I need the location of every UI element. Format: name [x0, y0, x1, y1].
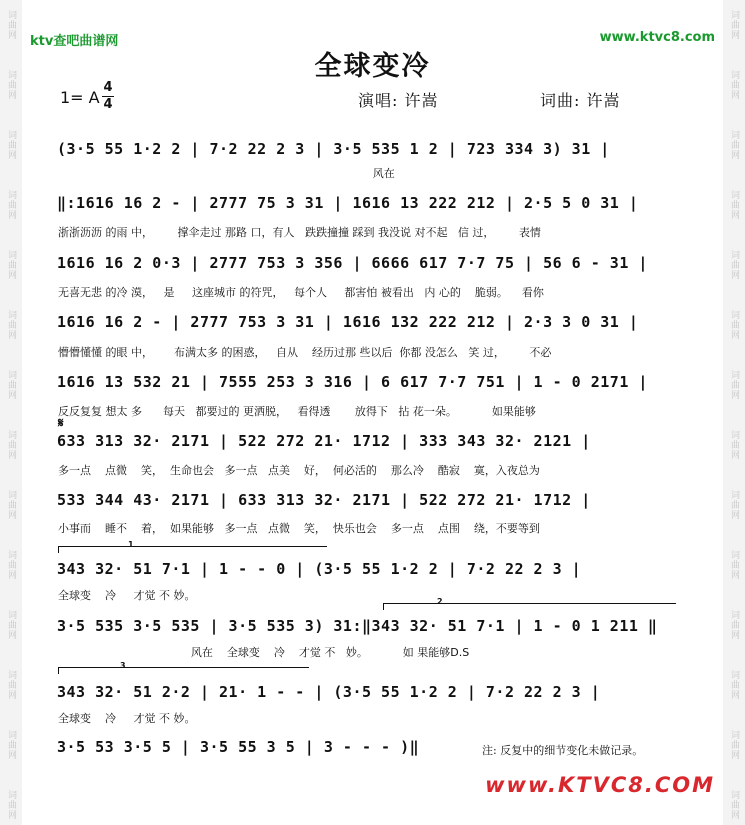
- watermark: 词曲网: [729, 250, 739, 280]
- score-notes-line: 1616 16 2 0·3 | 2777 753 3 356 | 6666 617 7·7 75 | 56 6 - 31 |: [57, 254, 648, 272]
- key-signature: 1= A: [60, 88, 100, 107]
- watermark: 词曲网: [729, 190, 739, 220]
- volta-bracket: [383, 603, 676, 610]
- site-url: www.ktvc8.com: [599, 30, 715, 45]
- watermark: 词曲网: [729, 370, 739, 400]
- score-notes-line: 3·5 535 3·5 535 | 3·5 535 3) 31:‖343 32· 51 7·1 | 1 - 0 1 211 ‖: [57, 617, 658, 635]
- watermark: 词曲网: [6, 130, 16, 160]
- watermark: 词曲网: [729, 10, 739, 40]
- watermark: 词曲网: [6, 70, 16, 100]
- score-notes-line: 633 313 32· 2171 | 522 272 21· 1712 | 333 343 32· 2121 |: [57, 432, 591, 450]
- watermark: 词曲网: [729, 490, 739, 520]
- watermark: 词曲网: [6, 550, 16, 580]
- score-lyrics-line: 浙浙沥沥 的雨 中， 撑伞走过 那路 口，有人 跌跌撞撞 踩到 我没说 对不起 信 过， 表情: [58, 226, 541, 239]
- volta-number: 1: [128, 540, 134, 549]
- time-signature: [102, 81, 114, 112]
- score-notes-line: ‖:1616 16 2 - | 2777 75 3 31 | 1616 13 222 212 | 2·5 5 0 31 |: [57, 194, 639, 212]
- watermark: 词曲网: [6, 730, 16, 760]
- singer-credit: 演唱: 许嵩: [358, 91, 439, 110]
- watermark: 词曲网: [6, 370, 16, 400]
- time-signature-top: 4: [103, 80, 113, 95]
- score-lyrics-line: 风在 全球变 冷 才觉 不 妙。 如 果能够D.S: [58, 646, 470, 659]
- score-notes-line: 1616 13 532 21 | 7555 253 3 316 | 6 617 7·7 751 | 1 - 0 2171 |: [57, 373, 648, 391]
- score-notes-line: 343 32· 51 7·1 | 1 - - 0 | (3·5 55 1·2 2 | 7·2 22 2 3 |: [57, 560, 582, 578]
- left-margin-strip: [0, 0, 22, 825]
- volta-number: 2: [437, 597, 443, 606]
- segno-sign: 𝄋: [58, 416, 64, 431]
- watermark: 词曲网: [6, 310, 16, 340]
- score-lyrics-line: 全球变 冷 才觉 不 妙。: [58, 589, 196, 602]
- footnote: 注: 反复中的细节变化未做记录。: [482, 744, 644, 757]
- time-signature-bottom: 4: [103, 97, 113, 112]
- watermark: 词曲网: [6, 670, 16, 700]
- watermark: 词曲网: [6, 10, 16, 40]
- volta-number: 3: [120, 661, 126, 670]
- watermark: 词曲网: [6, 190, 16, 220]
- watermark: 词曲网: [729, 430, 739, 460]
- watermark: 词曲网: [729, 670, 739, 700]
- watermark: 词曲网: [729, 610, 739, 640]
- volta-bracket: [58, 667, 309, 674]
- watermark: 词曲网: [6, 790, 16, 820]
- watermark: 词曲网: [6, 250, 16, 280]
- watermark: 词曲网: [6, 430, 16, 460]
- score-notes-line: 3·5 53 3·5 5 | 3·5 55 3 5 | 3 - - - )‖: [57, 738, 420, 756]
- site-name: ktv查吧曲谱网: [30, 34, 119, 49]
- score-notes-line: 1616 16 2 - | 2777 753 3 31 | 1616 132 222 212 | 2·3 3 0 31 |: [57, 313, 639, 331]
- score-lyrics-line: 无喜无悲 的冷 漠， 是 这座城市 的符咒， 每个人 都害怕 被看出 内 心的 脆弱。 看你: [58, 286, 544, 299]
- score-lyrics-line: 反反复复 想太 多 每天 都要过的 更洒脱， 看得透 放得下 拈 花一朵。 如果能够: [58, 405, 536, 418]
- song-title: 全球变冷: [314, 51, 431, 82]
- watermark: 词曲网: [729, 730, 739, 760]
- score-lyrics-line: 懵懵懂懂 的眼 中， 布满太多 的困惑， 自从 经历过那 些以后 你都 没怎么 笑 过， 不必: [58, 346, 552, 359]
- right-margin-strip: [723, 0, 745, 825]
- watermark: 词曲网: [6, 610, 16, 640]
- footer-logo: www.KTVC8.COM: [485, 773, 715, 797]
- watermark: 词曲网: [729, 550, 739, 580]
- score-lyrics-line: 小事而 睡不 着， 如果能够 多一点 点微 笑， 快乐也会 多一点 点围 绕，不要等到: [58, 522, 540, 535]
- watermark: 词曲网: [729, 310, 739, 340]
- score-lyrics-line: 风在: [58, 167, 395, 180]
- volta-bracket: [58, 546, 327, 553]
- watermark: 词曲网: [729, 70, 739, 100]
- score-lyrics-line: 全球变 冷 才觉 不 妙。: [58, 712, 196, 725]
- score-notes-line: 533 344 43· 2171 | 633 313 32· 2171 | 522 272 21· 1712 |: [57, 491, 591, 509]
- score-notes-line: 343 32· 51 2·2 | 21· 1 - - | (3·5 55 1·2 2 | 7·2 22 2 3 |: [57, 683, 601, 701]
- watermark: 词曲网: [729, 790, 739, 820]
- score-notes-line: (3·5 55 1·2 2 | 7·2 22 2 3 | 3·5 535 1 2 | 723 334 3) 31 |: [57, 140, 610, 158]
- watermark: 词曲网: [729, 130, 739, 160]
- score-lyrics-line: 多一点 点微 笑， 生命也会 多一点 点美 好， 何必活的 那么冷 酷寂 寞，入夜总为: [58, 464, 540, 477]
- composer-credit: 词曲: 许嵩: [540, 91, 621, 110]
- watermark: 词曲网: [6, 490, 16, 520]
